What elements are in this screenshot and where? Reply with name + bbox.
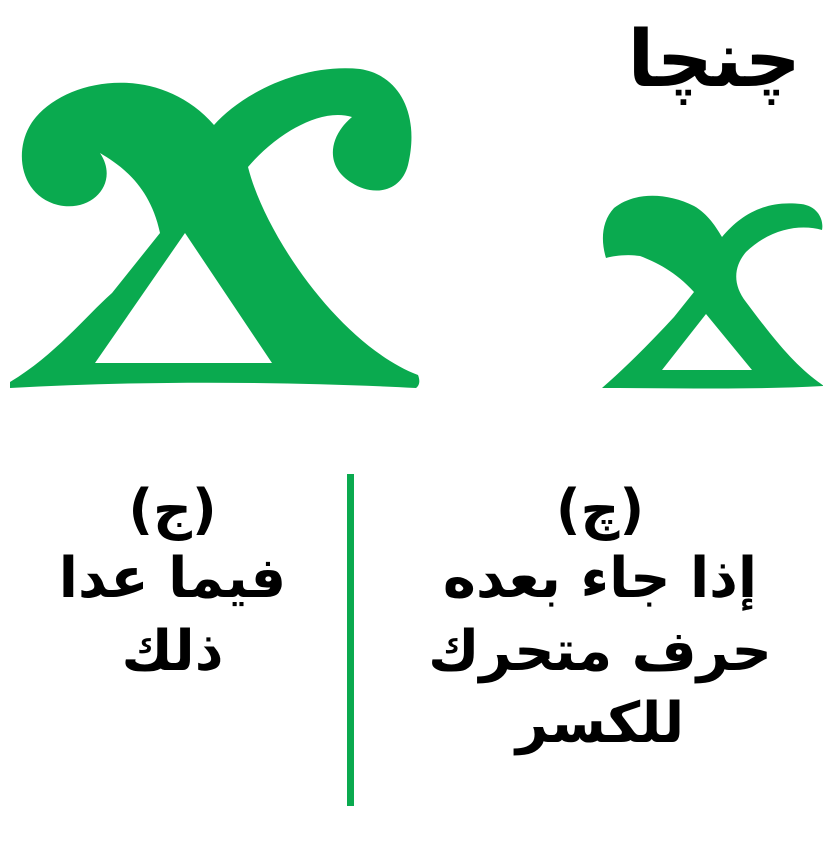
left-description-line2: ذلك [121,618,224,684]
large-glyph-shape [10,68,419,388]
large-letter-glyph [0,55,425,390]
small-glyph-shape [602,196,823,389]
right-label: (چ) [555,478,645,541]
right-description-line3: للكسر [515,691,685,757]
right-description-line2: حرف متحرك [428,618,772,684]
left-column [10,478,335,688]
right-column [400,478,800,761]
right-description-line1: إذا جاء بعده [442,545,758,611]
left-description-line1: فيما عدا [58,545,287,611]
page-title: چنچا [627,15,801,105]
column-divider [347,474,354,806]
small-letter-glyph [596,192,823,390]
left-label: (ج) [128,478,217,541]
